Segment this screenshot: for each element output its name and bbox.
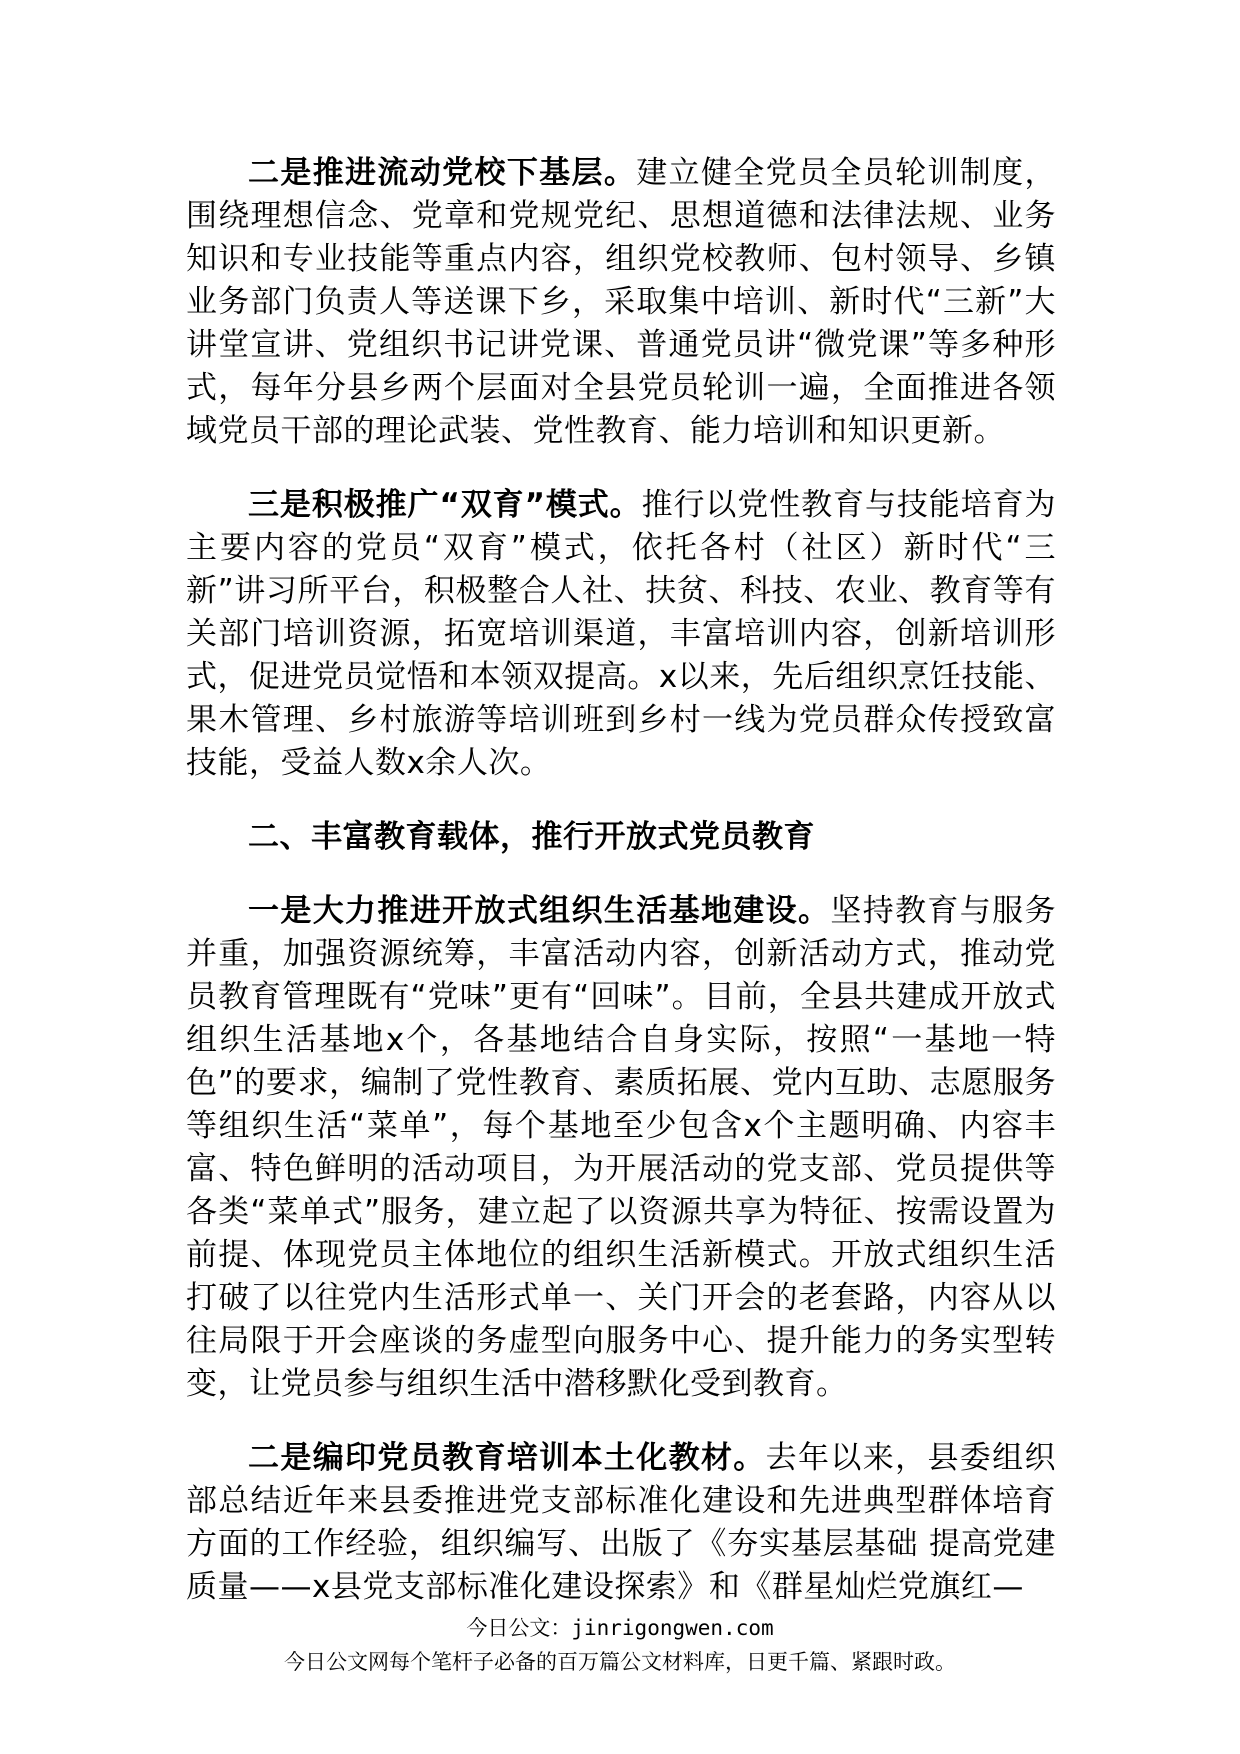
section-heading: 二、丰富教育载体，推行开放式党员教育	[248, 819, 815, 855]
document-body	[186, 152, 1056, 1640]
paragraph-lead: 二是推进流动党校下基层。	[248, 155, 637, 191]
paragraph-open-organization-base	[186, 890, 1056, 1406]
paragraph-lead: 三是积极推广“双育”模式。	[248, 487, 642, 523]
paragraph-mobile-party-school	[186, 152, 1056, 453]
paragraph-local-textbooks	[186, 1437, 1056, 1609]
paragraph-text: 去年以来，县委组织部总结近年来县委推进党支部标准化建设和先进典型群体培育方面的工作经验，组织编写、出版了《夯实基层基础 提高党建质量——x县党支部标准化建设探索》和《群星灿烂党旗红—	[186, 1440, 1057, 1605]
paragraph-lead: 二是编印党员教育培训本土化教材。	[248, 1440, 766, 1476]
paragraph-lead: 一是大力推进开放式组织生活基地建设。	[248, 893, 831, 929]
paragraph-text: 建立健全党员全员轮训制度，围绕理想信念、党章和党规党纪、思想道德和法律法规、业务知识和专业技能等重点内容，组织党校教师、包村领导、乡镇业务部门负责人等送课下乡，采取集中培训、新时代“三新”大讲堂宣讲、党组织书记讲党课、普通党员讲“微党课”等多种形式，每年分县乡两个层面对全县党员轮训一遍，全面推进各领域党员干部的理论武装、党性教育、能力培训和知识更新。	[186, 155, 1056, 449]
paragraph-text: 坚持教育与服务并重，加强资源统筹，丰富活动内容，创新活动方式，推动党员教育管理既有“党味”更有“回味”。目前，全县共建成开放式组织生活基地x个，各基地结合自身实际，按照“一基地一特色”的要求，编制了党性教育、素质拓展、党内互助、志愿服务等组织生活“菜单”，每个基地至少包含x个主题明确、内容丰富、特色鲜明的活动项目，为开展活动的党支部、党员提供等各类“菜单式”服务，建立起了以资源共享为特征、按需设置为前提、体现党员主体地位的组织生活新模式。开放式组织生活打破了以往党内生活形式单一、关门开会的老套路，内容从以往局限于开会座谈的务虚型向服务中心、提升能力的务实型转变，让党员参与组织生活中潜移默化受到教育。	[186, 893, 1056, 1402]
footer-tagline: 今日公文网每个笔杆子必备的百万篇公文材料库，日更千篇、紧跟时政。	[284, 1650, 956, 1674]
footer-site-link[interactable]: jinrigongwen.com	[571, 1616, 774, 1640]
footer-label: 今日公文：	[466, 1616, 572, 1640]
footer-source	[0, 1614, 1240, 1642]
paragraph-text: 推行以党性教育与技能培育为主要内容的党员“双育”模式，依托各村（社区）新时代“三新”讲习所平台，积极整合人社、扶贫、科技、农业、教育等有关部门培训资源，拓宽培训渠道，丰富培训内容，创新培训形式，促进党员觉悟和本领双提高。x以来，先后组织烹饪技能、果木管理、乡村旅游等培训班到乡村一线为党员群众传授致富技能，受益人数x余人次。	[186, 487, 1056, 781]
paragraph-dual-cultivation	[186, 484, 1056, 785]
